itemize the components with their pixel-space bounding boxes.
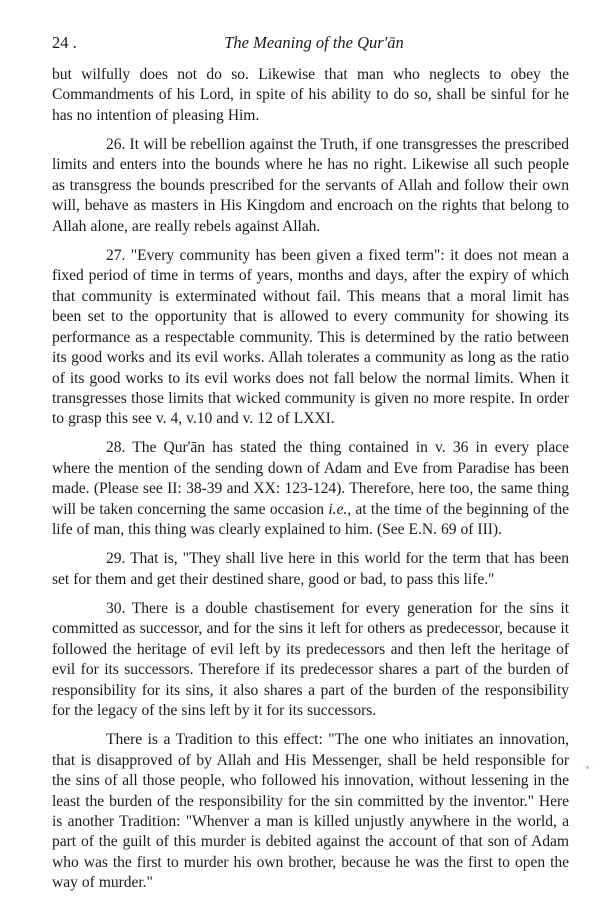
page-body xyxy=(52,65,569,902)
note-28-text-end: , at the time of the beginning of the life of man, this thing was clearly explained to him. (See E.N. 69 of III). xyxy=(52,500,569,539)
note-27: 27. "Every community has been given a fixed term": it does not mean a fixed period of time in terms of years, months and days, after the expiry of which that community is exterminated without fail. This means that a moral limit has been set to the opportunity that is allowed to every community for showing its performance as a respectable community. This is determined by the ratio between its good works and its evil works. Allah tolerates a community as long as the ratio of its good works to its evil works does not fall below the normal limits. When it transgresses those limits that wicked community is given no more respite. In order to grasp this see v. 4, v.10 and v. 12 of LXXI. xyxy=(52,246,569,428)
paragraph-continuation: but wilfully does not do so. Likewise that man who neglects to obey the Commandments of his Lord, in spite of his ability to do so, shall be sinful for he has no intention of pleasing Him. xyxy=(52,66,569,124)
tradition-paragraph: There is a Tradition to this effect: "The one who initiates an innovation, that is disapproved of by Allah and His Messenger, shall be held responsible for the sins of all those people, who followed his innovation, without lessening in the least the burden of the responsibility for the sin committed by the inventor." Here is another Tradition: "Whenver a man is killed unjustly anywhere in the world, a part of the guilt of this murder is debited against the account of that son of Adam who was the first to murder his own brother, because he was the first to open the way of murder." xyxy=(52,731,569,892)
note-26: 26. It will be rebellion against the Truth, if one transgresses the prescribed limits and enters into the bounds where he has no right. Likewise all such people as transgress the bounds prescribed for the servants of Allah and follow their own will, behave as masters in His Kingdom and encroach on the rights that belong to Allah alone, are really rebels against Allah. xyxy=(52,135,569,235)
note-28 xyxy=(52,438,569,540)
note-29: 29. That is, "They shall live here in this world for the term that has been set for them and get their destined share, good or bad, to pass this life." xyxy=(52,550,569,588)
note-28-abbreviation: i.e. xyxy=(328,500,348,518)
scan-speck xyxy=(586,766,589,769)
page-number: 24 . xyxy=(52,33,77,52)
note-30: 30. There is a double chastisement for every generation for the sins it committed as successor, and for the sins it left for others as predecessor, because it followed the heritage of evil left by its predecessors and then left the heritage of evil for its successors. Therefore if its predecessor shares a part of the burden of responsibility for its sins, it also shares a part of the burden of the responsibility for the legacy of the sins left by it for its successors. xyxy=(52,599,569,720)
page-header xyxy=(52,33,568,55)
note-28-text-start: 28. The Qur'ān has stated the thing contained in v. 36 in every place where the mention of the sending down of Adam and Eve from Paradise has been made. (Please see II: 38-39 and XX: 123-124). Therefore, here too, the same thing will be taken concerning the same occasion xyxy=(52,439,569,518)
running-title: The Meaning of the Qur'ān xyxy=(224,33,404,52)
